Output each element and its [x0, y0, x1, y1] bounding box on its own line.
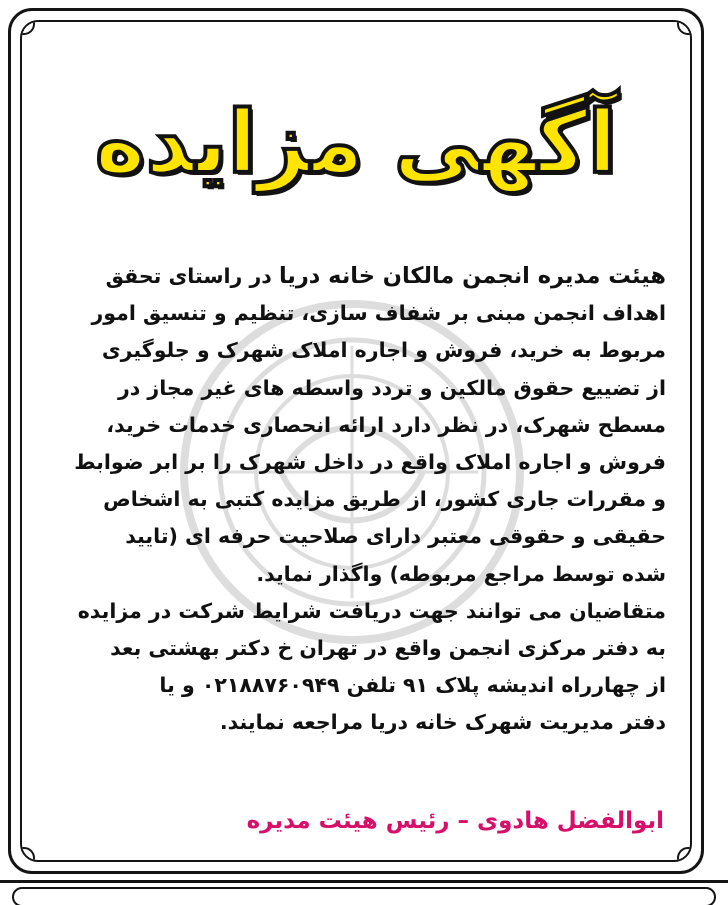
body-line: متقاضیان می توانند جهت دریافت شرایط شرکت در مزایده: [77, 598, 666, 623]
notice-frame: [8, 8, 704, 874]
body-line-1: [48, 258, 666, 295]
body-line: اهداف انجمن مبنی بر شفاف سازی، تنظیم و تنسیق امور: [91, 301, 666, 326]
body-line: فروش و اجاره املاک واقع در داخل شهرک را بر ابر ضوابط: [74, 450, 666, 475]
title-area: [22, 80, 690, 206]
signature: ابوالفضل هادوی – رئیس هیئت مدیره: [246, 808, 664, 834]
body-line: به دفتر مرکزی انجمن واقع در تهران خ دکتر بهشتی بعد: [110, 636, 666, 661]
bottom-strip: [0, 880, 728, 905]
body-lead: هیئت مدیره انجمن مالکان خانه دریا: [278, 263, 666, 289]
notice-title: آگهی مزایده: [94, 93, 618, 193]
notice-inner-border: [20, 20, 692, 862]
body-line: و مقررات جاری کشور، از طریق مزایده کتبی به اشخاص: [103, 487, 666, 512]
body-line: از تضییع حقوق مالکین و تردد واسطه های غیر مجاز در: [117, 375, 666, 400]
body-line: دفتر مدیریت شهرک خانه دریا مراجعه نمایند.: [219, 710, 666, 735]
notice-body: [48, 258, 666, 742]
body-line-text: در راستای تحقق: [105, 264, 272, 288]
body-line: شده توسط مراجع مربوطه) واگذار نماید.: [256, 561, 666, 586]
corner-dot: [677, 847, 692, 862]
body-line: حقیقی و حقوقی معتبر دارای صلاحیت حرفه ای (تایید: [125, 524, 666, 549]
corner-dot: [677, 20, 692, 35]
body-line: مسطح شهرک، در نظر دارد ارائه انحصاری خدمات خرید،: [106, 412, 666, 437]
corner-dot: [20, 847, 35, 862]
bottom-strip-inner: [12, 887, 716, 905]
body-line: مربوط به خرید، فروش و اجاره املاک شهرک و جلوگیری: [101, 338, 666, 363]
corner-dot: [20, 20, 35, 35]
body-line: از چهارراه اندیشه پلاک ۹۱ تلفن ۰۲۱۸۸۷۶۰۹۴۹ و یا: [159, 673, 666, 698]
